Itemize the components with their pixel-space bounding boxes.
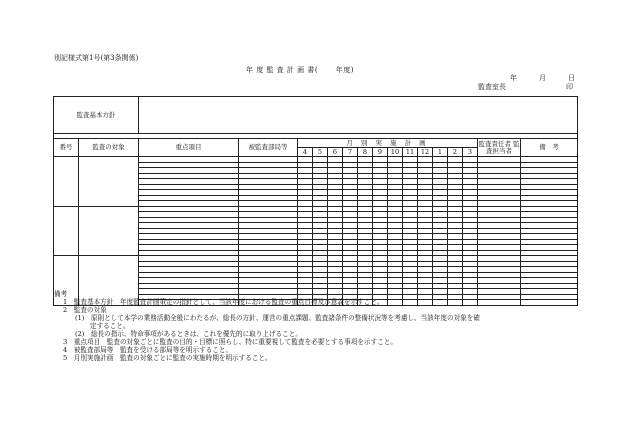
- month-header: 8: [358, 148, 373, 157]
- month-header: 3: [463, 148, 478, 157]
- entry-month-cell[interactable]: [463, 300, 478, 306]
- note-item: 2 監査の対象: [63, 306, 107, 314]
- col-header-target: 監査の対象: [79, 139, 139, 157]
- notes-heading: 備考: [54, 290, 68, 298]
- col-header-monthly: 月 別 実 施 計 画: [298, 139, 478, 148]
- entry-remarks-cell[interactable]: [521, 300, 578, 306]
- month-header: 11: [403, 148, 418, 157]
- entry-target-cell[interactable]: [79, 206, 139, 256]
- entry-month-cell[interactable]: [433, 300, 448, 306]
- col-header-remarks: 備 考: [521, 139, 578, 157]
- note-item: 3 重点項目 監査の対象ごとに監査の目的・目標に照らし、特に重要視して監査を必要とする事項を示すこと。: [63, 338, 397, 346]
- entry-responsible-cell[interactable]: [478, 300, 521, 306]
- policy-label: 監査基本方針: [54, 97, 139, 134]
- audit-plan-table: [53, 96, 578, 306]
- month-header: 7: [343, 148, 358, 157]
- form-reference: 別記様式第1号(第3条関係): [54, 54, 139, 62]
- note-item: 定すること。: [90, 322, 130, 330]
- date-month: 月: [539, 74, 546, 82]
- month-header: 4: [298, 148, 313, 157]
- entry-month-cell[interactable]: [448, 300, 463, 306]
- entry-month-cell[interactable]: [403, 300, 418, 306]
- entry-number-cell[interactable]: [54, 206, 79, 256]
- col-header-dept: 被監査部局等: [239, 139, 298, 157]
- month-header: 2: [448, 148, 463, 157]
- note-item: (2) 総長の指示、特命事項があるときは、これを優先的に取り上げること。: [75, 330, 302, 338]
- seal-mark: 印: [566, 83, 573, 91]
- col-header-no: 番号: [54, 139, 79, 157]
- page-title: 年 度 監 査 計 画 書( 年度): [246, 66, 355, 74]
- entry-month-cell[interactable]: [388, 300, 403, 306]
- entry-target-cell[interactable]: [79, 157, 139, 207]
- col-header-responsible: 監査責任者 監査担当者: [478, 139, 520, 155]
- month-header: 9: [373, 148, 388, 157]
- month-header: 12: [418, 148, 433, 157]
- entry-number-cell[interactable]: [54, 157, 79, 207]
- month-header: 5: [313, 148, 328, 157]
- month-header: 10: [388, 148, 403, 157]
- month-header: 1: [433, 148, 448, 157]
- date-year: 年: [510, 74, 517, 82]
- date-line: [510, 74, 575, 83]
- note-item: 5 月別実施計画 監査の対象ごとに監査の実施時期を明示すること。: [63, 354, 272, 362]
- col-header-focus: 重点項目: [139, 139, 239, 157]
- entry-month-cell[interactable]: [418, 300, 433, 306]
- date-day: 日: [568, 74, 575, 82]
- note-item: 4 被監査部局等 監査を受ける部局等を明示すること。: [63, 346, 233, 354]
- policy-cell[interactable]: [139, 97, 578, 134]
- signature-line: [478, 83, 573, 92]
- auditor-label: 監査室長: [478, 83, 506, 91]
- note-item: 1 監査基本方針 年度監査計画策定の指針として、当該年度における監査の重点目標及び意義を示すこと。: [63, 298, 384, 306]
- note-item: (1) 原則として本学の業務活動全般にわたるが、総長の方針、運営の重点課題、監査諸条件の整備状況等を考慮し、当該年度の対象を確: [75, 314, 480, 322]
- month-header: 6: [328, 148, 343, 157]
